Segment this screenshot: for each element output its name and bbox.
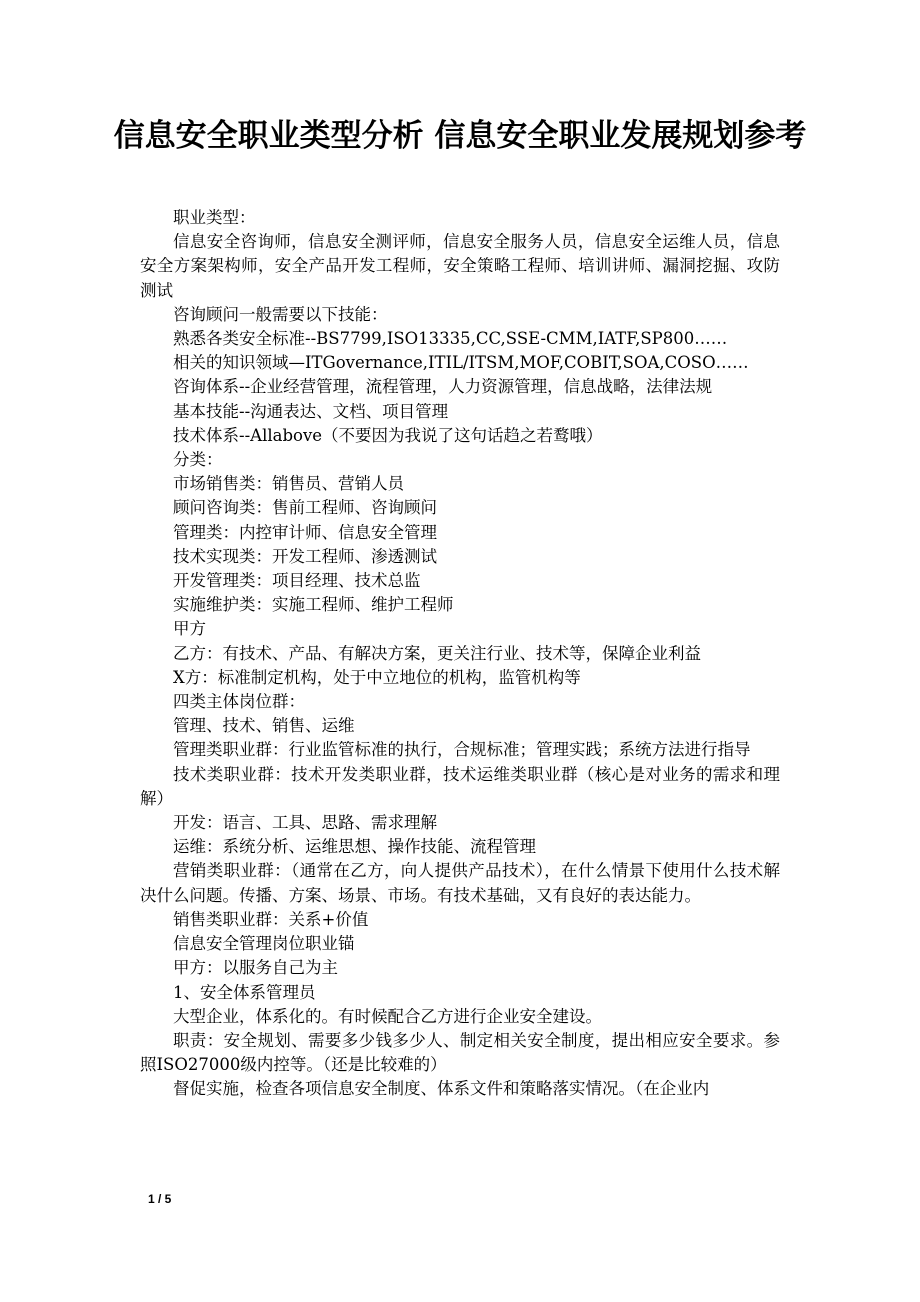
paragraph: 熟悉各类安全标准--BS7799,ISO13335,CC,SSE-CMM,IATF,SP800…… bbox=[173, 329, 728, 349]
paragraph: 开发：语言、工具、思路、需求理解 bbox=[173, 813, 437, 833]
paragraph: 大型企业，体系化的。有时候配合乙方进行企业安全建设。 bbox=[173, 1006, 602, 1026]
paragraph: 管理类：内控审计师、信息安全管理 bbox=[173, 522, 437, 542]
paragraph: X方：标准制定机构，处于中立地位的机构，监管机构等 bbox=[173, 667, 581, 687]
paragraph: 开发管理类：项目经理、技术总监 bbox=[173, 571, 421, 591]
paragraph: 四类主体岗位群： bbox=[173, 692, 305, 712]
paragraph: 运维：系统分析、运维思想、操作技能、流程管理 bbox=[173, 837, 536, 857]
paragraph: 督促实施，检查各项信息安全制度、体系文件和策略落实情况。（在企业内 bbox=[173, 1079, 710, 1099]
paragraph: 技术体系--Allabove（不要因为我说了这句话趋之若鹜哦） bbox=[173, 425, 603, 445]
paragraph: 实施维护类：实施工程师、维护工程师 bbox=[173, 595, 454, 615]
paragraph: 顾问咨询类：售前工程师、咨询顾问 bbox=[173, 498, 437, 518]
paragraph: 相关的知识领域—ITGovernance,ITIL/ITSM,MOF,COBIT,SOA,COSO…… bbox=[173, 353, 749, 373]
page-number: 1 / 5 bbox=[148, 1192, 172, 1206]
paragraph: 销售类职业群：关系+价值 bbox=[173, 909, 369, 929]
paragraph: 技术实现类：开发工程师、渗透测试 bbox=[173, 546, 437, 566]
paragraph: 技术类职业群：技术开发类职业群，技术运维类职业群（核心是对业务的需求和理解） bbox=[140, 764, 780, 808]
paragraph: 咨询顾问一般需要以下技能： bbox=[173, 304, 388, 324]
paragraph: 信息安全咨询师，信息安全测评师，信息安全服务人员，信息安全运维人员，信息安全方案架构师，安全产品开发工程师，安全策略工程师、培训讲师、漏洞挖掘、攻防测试 bbox=[140, 232, 780, 300]
paragraph: 分类： bbox=[173, 450, 223, 470]
paragraph: 甲方 bbox=[173, 619, 206, 639]
paragraph: 职责：安全规划、需要多少钱多少人、制定相关安全制度，提出相应安全要求。参照ISO27000级内控等。（还是比较难的） bbox=[140, 1030, 780, 1075]
paragraph: 职业类型： bbox=[173, 208, 256, 227]
paragraph: 1、安全体系管理员 bbox=[173, 982, 316, 1002]
document-title: 信息安全职业类型分析 信息安全职业发展规划参考 bbox=[113, 118, 807, 154]
paragraph: 信息安全管理岗位职业锚 bbox=[173, 934, 355, 954]
paragraph: 管理、技术、销售、运维 bbox=[173, 716, 355, 736]
paragraph: 咨询体系--企业经营管理，流程管理，人力资源管理，信息战略，法律法规 bbox=[173, 377, 713, 397]
paragraph: 基本技能--沟通表达、文档、项目管理 bbox=[173, 401, 449, 421]
paragraph: 营销类职业群：（通常在乙方，向人提供产品技术），在什么情景下使用什么技术解决什么问题。传播、方案、场景、市场。有技术基础，又有良好的表达能力。 bbox=[140, 861, 780, 905]
paragraph: 市场销售类：销售员、营销人员 bbox=[173, 474, 404, 494]
document-body bbox=[140, 206, 780, 1102]
paragraph: 乙方：有技术、产品、有解决方案，更关注行业、技术等，保障企业利益 bbox=[173, 643, 701, 663]
paragraph: 甲方：以服务自己为主 bbox=[173, 958, 338, 978]
paragraph: 管理类职业群：行业监管标准的执行，合规标准；管理实践；系统方法进行指导 bbox=[173, 740, 751, 760]
